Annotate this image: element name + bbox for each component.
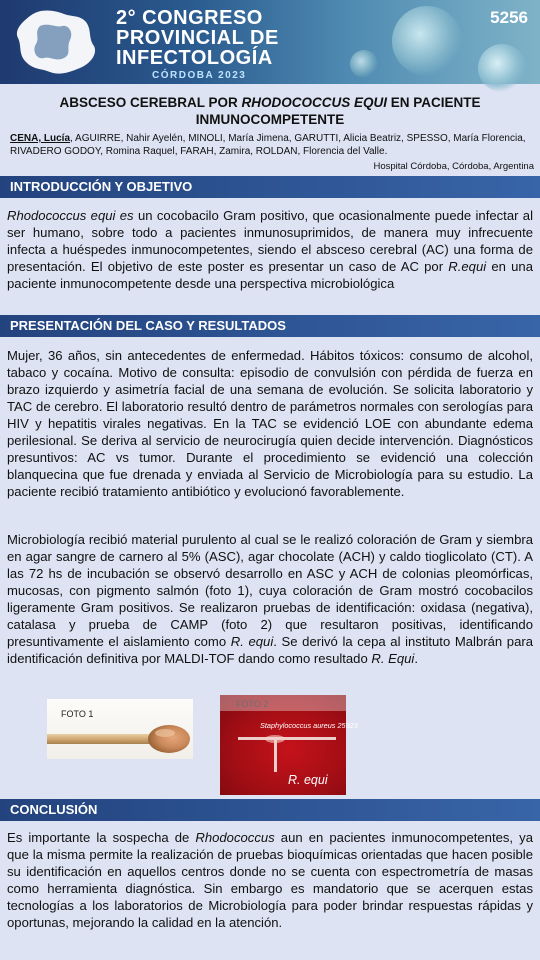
virus-decoration bbox=[478, 44, 526, 92]
case-p2-part-a: Microbiología recibió material purulento al cual se le realizó coloración de Gram y siembra en agar sangre de carnero al 5% (ASC), agar chocolate (ACH) y caldo tioglicolato (CT). A las 72 hs de incubación se observó desarrollo en ASC y ACH de colonias pleomórficas, mucosas, con pigmento salmón (foto 1), cuya coloración de Gram mostró cocobacilos ligeramente Gram positivos. Se realizaron pruebas de identificación: oxidasa (negativa), catalasa y prueba de CAMP (foto 2) que resultaron positivas, identificando presuntivamente el aislamiento como bbox=[7, 532, 533, 649]
photo-2-label: FOTO 2 bbox=[236, 699, 269, 709]
first-author: CENA, Lucía bbox=[10, 133, 71, 144]
virus-decoration bbox=[392, 6, 462, 76]
intro-text-part2: en una paciente inmunocompetente desde una perspectiva microbiológica bbox=[7, 259, 533, 291]
case-p2-part-c: . bbox=[414, 651, 418, 666]
case-p2-organism-1: R. equi bbox=[230, 634, 274, 649]
title-post: EN PACIENTE bbox=[387, 95, 481, 110]
poster-number: 5256 bbox=[490, 8, 528, 27]
case-p2-part-b: . Se derivó la cepa al instituto Malbrán para identificación definitiva por MALDI-TOF dando como resultado bbox=[7, 634, 533, 666]
congress-line3: INFECTOLOGÍA bbox=[116, 47, 273, 69]
intro-organism-abbrev: R.equi bbox=[448, 259, 487, 274]
congress-city-year: CÓRDOBA 2023 bbox=[152, 70, 247, 81]
case-heading: PRESENTACIÓN DEL CASO Y RESULTADOS bbox=[0, 315, 540, 337]
authors-list bbox=[10, 133, 532, 158]
title-pre: ABSCESO CEREBRAL POR bbox=[59, 95, 242, 110]
r-equi-label: R. equi bbox=[288, 773, 328, 787]
intro-organism: Rhodococcus equi es bbox=[7, 208, 134, 223]
congress-line2: PROVINCIAL DE bbox=[116, 27, 279, 49]
conclusion-heading: CONCLUSIÓN bbox=[0, 799, 540, 821]
conclusion-text bbox=[7, 829, 533, 931]
title-line1 bbox=[0, 94, 540, 111]
other-authors: , AGUIRRE, Nahir Ayelén, MINOLI, María Jimena, GARUTTI, Alicia Beatriz, SPESSO, María Florencia, RIVADERO GODOY, Romina Raquel, FARAH, Zamira, ROLDAN, Florencia del Valle. bbox=[10, 133, 526, 157]
poster-title bbox=[0, 94, 540, 128]
photo-2-camp-test bbox=[220, 695, 358, 795]
staph-label: Staphylococcus aureus 25923 bbox=[260, 721, 358, 730]
swab-illustration bbox=[47, 721, 193, 759]
photo-1-swab bbox=[47, 699, 193, 759]
conclusion-part2: aun en pacientes inmunocompetentes, ya que la misma permite la realización de pruebas bioquímicas orientadas que hacen posible su identificación en aquellos centros donde no se cuenta con espectrometría de masas como herramienta diagnóstica. Sin embargo es mandatorio que se acerquen estas tecnologías a los laboratorios de Microbiología para poder brindar respuestas rápidas y oportunas, mejorando la calidad en la atención. bbox=[7, 830, 533, 930]
congress-header bbox=[0, 0, 540, 84]
photo-1-label: FOTO 1 bbox=[61, 709, 94, 719]
title-line2: INMUNOCOMPETENTE bbox=[195, 112, 345, 127]
intro-text bbox=[7, 207, 533, 292]
intro-heading: INTRODUCCIÓN Y OBJETIVO bbox=[0, 176, 540, 198]
virus-decoration bbox=[350, 50, 378, 78]
case-p2-organism-2: R. Equi bbox=[371, 651, 415, 666]
intro-text-part1: un cocobacilo Gram positivo, que ocasionalmente puede infectar al ser humano, sobre todo a pacientes inmunosuprimidos, de manera muy infrecuente infecta a huéspedes inmunocompetentes, siendo el absceso cerebral (AC) una forma de presentación. El objetivo de este poster es presentar un caso de AC por bbox=[7, 208, 533, 274]
case-paragraph-2 bbox=[7, 531, 533, 667]
congress-line1: 2° CONGRESO bbox=[116, 7, 263, 29]
congress-title bbox=[116, 8, 279, 81]
province-map-logo bbox=[10, 6, 106, 78]
title-organism: RHODOCOCCUS EQUI bbox=[241, 95, 388, 110]
affiliation: Hospital Córdoba, Córdoba, Argentina bbox=[373, 161, 534, 172]
conclusion-organism: Rhodococcus bbox=[195, 830, 275, 845]
conclusion-part1: Es importante la sospecha de bbox=[7, 830, 196, 845]
case-paragraph-1: Mujer, 36 años, sin antecedentes de enfermedad. Hábitos tóxicos: consumo de alcohol, tabaco y cocaína. Motivo de consulta: episodio de convulsión con pérdida de fuerza en brazo izquierdo y asimetría facial de una semana de evolución. Se solicita laboratorio y TAC de cerebro. El laboratorio resultó dentro de parámetros normales con serologías para HIV y hepatitis virales negativas. En la TAC se evidenció LOE con abundante edema perilesional. Se deriva al servicio de neurocirugía quien decide intervención. Diagnósticos presuntivos: AC vs tumor. Durante el procedimiento se evidenció una colección blanquecina que fue drenada y enviada al Servicio de Microbiología para su estudio. La paciente recibió tratamiento antibiótico y evolucionó favorablemente. bbox=[7, 348, 533, 499]
